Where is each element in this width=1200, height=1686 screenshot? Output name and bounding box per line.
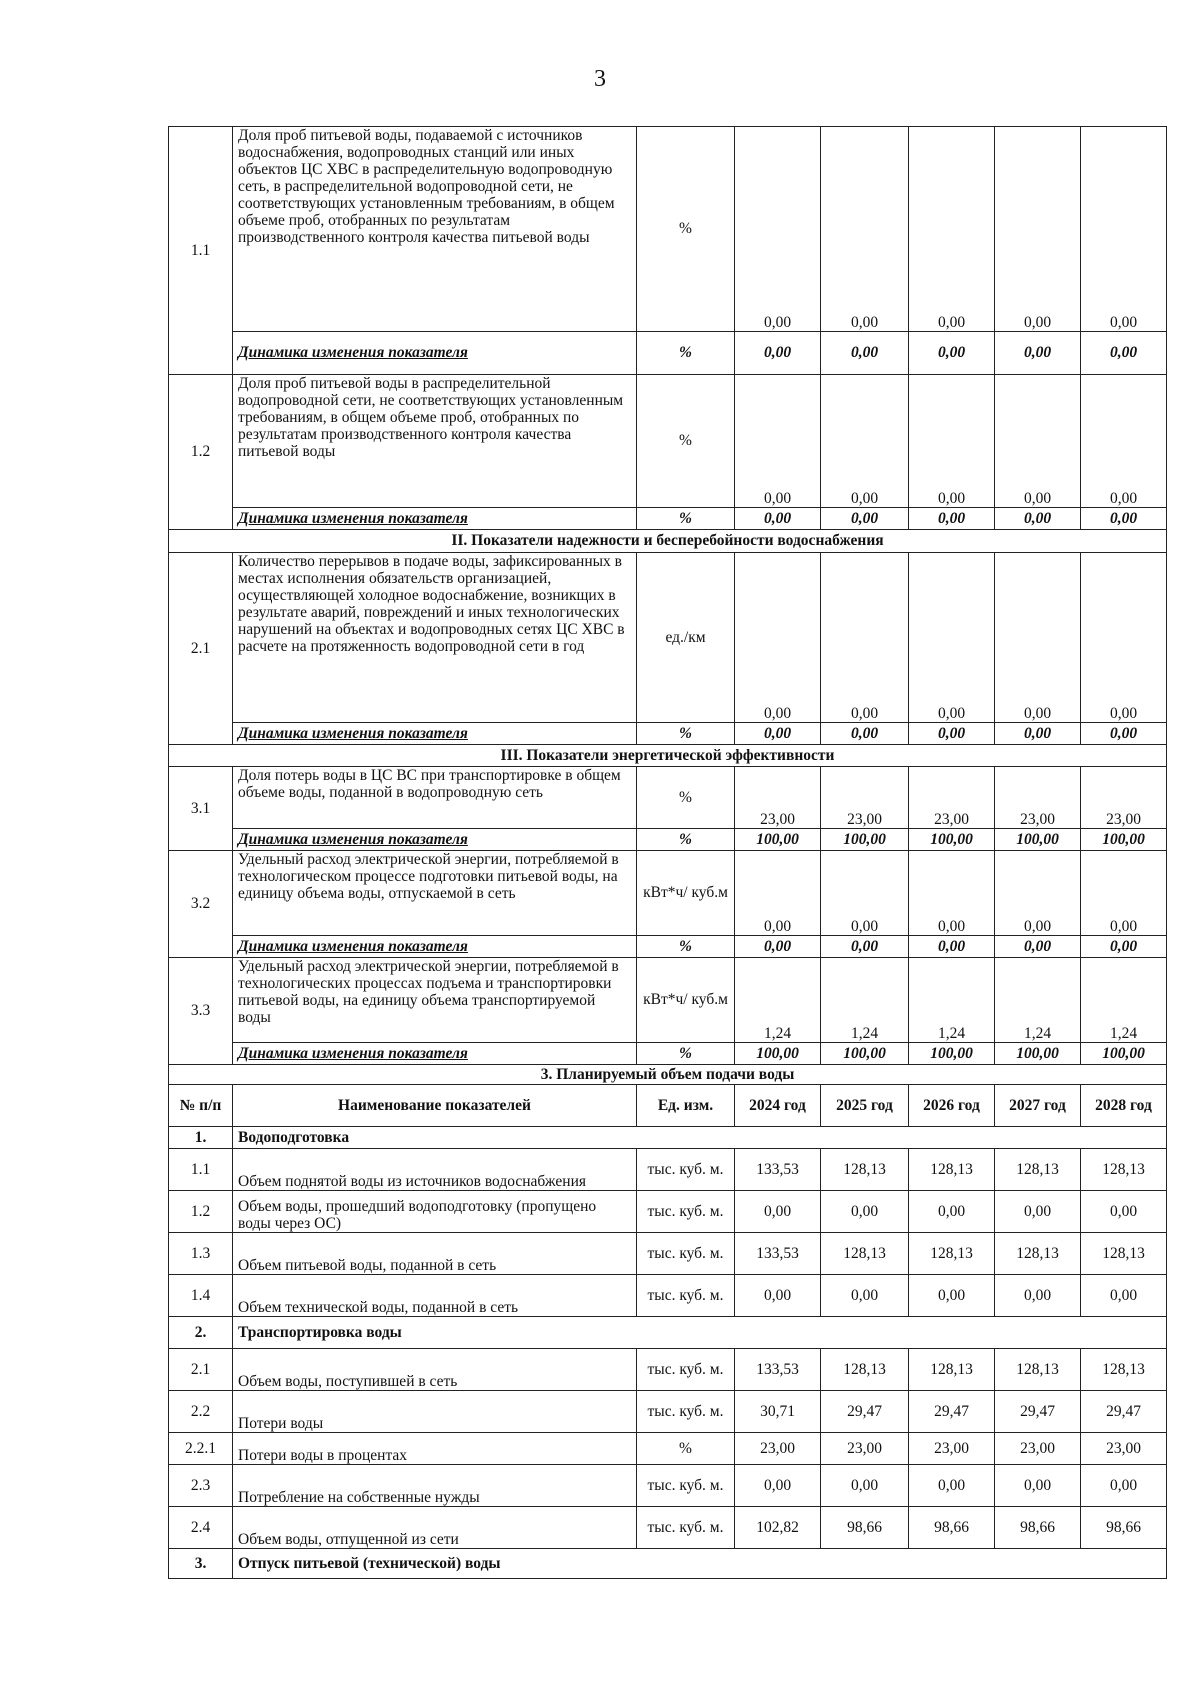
table-row [169,1507,1167,1549]
section-header [169,530,1167,553]
indicator-name: Доля проб питьевой воды в распределительной водопроводной сети, не соответствующих установленным требованиям, в общем объеме проб, отобранных по результатам производственного контроля качества питьевой воды [233,375,637,508]
value-cell: 128,13 [909,1233,995,1275]
value-cell: 1,24 [735,958,821,1043]
row-number: 1.3 [169,1233,233,1275]
unit-cell: % [637,332,735,375]
page-number: 3 [594,66,606,92]
value-cell: 1,24 [821,958,909,1043]
value-cell: 0,00 [1081,1191,1167,1233]
value-cell: 0,00 [995,553,1081,723]
dynamics-label: Динамика изменения показателя [233,508,637,530]
value-cell: 0,00 [995,1465,1081,1507]
value-cell: 0,00 [909,936,995,958]
group-row [169,1317,1167,1349]
header-num: № п/п [169,1085,233,1127]
value-cell: 0,00 [735,1191,821,1233]
value-cell: 0,00 [909,375,995,508]
row-number: 2.3 [169,1465,233,1507]
value-cell: 1,24 [909,958,995,1043]
value-cell: 0,00 [1081,508,1167,530]
value-cell: 29,47 [821,1391,909,1433]
value-cell: 128,13 [821,1349,909,1391]
value-cell: 128,13 [821,1149,909,1191]
row-number: 1.1 [169,127,233,375]
row-number: 1.4 [169,1275,233,1317]
indicator-name: Объем технической воды, поданной в сеть [233,1275,637,1317]
table-row [169,375,1167,508]
value-cell: 1,24 [995,958,1081,1043]
value-cell: 0,00 [821,553,909,723]
value-cell: 128,13 [995,1233,1081,1275]
value-cell: 0,00 [821,1465,909,1507]
value-cell: 0,00 [995,1191,1081,1233]
value-cell: 100,00 [909,1043,995,1065]
value-cell: 23,00 [821,767,909,829]
table-row [169,1275,1167,1317]
unit-cell: тыс. куб. м. [637,1349,735,1391]
value-cell: 0,00 [995,332,1081,375]
value-cell: 100,00 [995,1043,1081,1065]
value-cell: 0,00 [909,332,995,375]
indicator-name: Объем воды, отпущенной из сети [233,1507,637,1549]
group-title: Отпуск питьевой (технической) воды [233,1549,1167,1579]
value-cell: 0,00 [995,851,1081,936]
value-cell: 128,13 [1081,1233,1167,1275]
header-year: 2024 год [735,1085,821,1127]
value-cell: 0,00 [821,723,909,745]
value-cell: 0,00 [735,936,821,958]
indicator-name: Количество перерывов в подаче воды, зафиксированных в местах исполнения обязательств организацией, осуществляющей холодное водоснабжение, возникщих в результате аварий, повреждений и иных технологических нарушений на объектах и водопроводных сетях ЦС ХВС в расчете на протяженность водопроводной сети в год [233,553,637,723]
unit-cell: тыс. куб. м. [637,1191,735,1233]
value-cell: 0,00 [735,508,821,530]
table-row [169,1349,1167,1391]
value-cell: 100,00 [1081,829,1167,851]
dynamics-row [169,829,1167,851]
value-cell: 0,00 [995,127,1081,332]
indicator-name: Объем питьевой воды, поданной в сеть [233,1233,637,1275]
value-cell: 29,47 [995,1391,1081,1433]
row-number: 2.1 [169,1349,233,1391]
unit-cell: % [637,508,735,530]
row-number: 1.2 [169,375,233,530]
section-title: II. Показатели надежности и бесперебойности водоснабжения [169,530,1167,553]
value-cell: 29,47 [1081,1391,1167,1433]
value-cell: 0,00 [1081,851,1167,936]
value-cell: 23,00 [735,1433,821,1465]
unit-cell: ед./км [637,553,735,723]
indicator-name: Потери воды [233,1391,637,1433]
unit-cell: % [637,767,735,829]
value-cell: 1,24 [1081,958,1167,1043]
value-cell: 0,00 [909,553,995,723]
table-row [169,553,1167,723]
table-row [169,127,1167,332]
value-cell: 0,00 [735,332,821,375]
value-cell: 98,66 [821,1507,909,1549]
header-name: Наименование показателей [233,1085,637,1127]
value-cell: 0,00 [735,851,821,936]
row-number: 1.2 [169,1191,233,1233]
value-cell: 0,00 [1081,375,1167,508]
indicator-name: Объем воды, поступившей в сеть [233,1349,637,1391]
value-cell: 133,53 [735,1149,821,1191]
value-cell: 0,00 [1081,127,1167,332]
value-cell: 23,00 [995,1433,1081,1465]
value-cell: 98,66 [1081,1507,1167,1549]
value-cell: 0,00 [995,508,1081,530]
value-cell: 100,00 [821,1043,909,1065]
value-cell: 128,13 [909,1149,995,1191]
value-cell: 0,00 [735,1465,821,1507]
value-cell: 100,00 [821,829,909,851]
row-number: 2.2.1 [169,1433,233,1465]
value-cell: 29,47 [909,1391,995,1433]
row-number: 2.4 [169,1507,233,1549]
value-cell: 23,00 [909,1433,995,1465]
value-cell: 100,00 [995,829,1081,851]
group-row [169,1549,1167,1579]
table-row [169,767,1167,829]
value-cell: 0,00 [821,1191,909,1233]
dynamics-row [169,723,1167,745]
unit-cell: кВт*ч/ куб.м [637,851,735,936]
indicator-name: Удельный расход электрической энергии, потребляемой в технологических процессах подъема и транспортировки питьевой воды, на единицу объема транспортируемой воды [233,958,637,1043]
group-row [169,1127,1167,1149]
value-cell: 128,13 [909,1349,995,1391]
indicator-name: Удельный расход электрической энергии, потребляемой в технологическом процессе подготовки питьевой воды, на единицу объема воды, отпускаемой в сеть [233,851,637,936]
unit-cell: % [637,1433,735,1465]
dynamics-row [169,508,1167,530]
value-cell: 0,00 [735,553,821,723]
value-cell: 0,00 [909,127,995,332]
value-cell: 0,00 [735,1275,821,1317]
value-cell: 23,00 [909,767,995,829]
value-cell: 102,82 [735,1507,821,1549]
value-cell: 0,00 [995,723,1081,745]
header-year: 2028 год [1081,1085,1167,1127]
indicator-name: Доля потерь воды в ЦС ВС при транспортировке в общем объеме воды, поданной в водопроводную сеть [233,767,637,829]
value-cell: 0,00 [995,375,1081,508]
value-cell: 100,00 [735,1043,821,1065]
header-year: 2025 год [821,1085,909,1127]
value-cell: 98,66 [909,1507,995,1549]
table-row [169,1391,1167,1433]
header-year: 2026 год [909,1085,995,1127]
value-cell: 0,00 [735,127,821,332]
value-cell: 0,00 [1081,936,1167,958]
indicators-table [168,126,1167,1579]
row-number: 3.1 [169,767,233,851]
value-cell: 0,00 [1081,1465,1167,1507]
value-cell: 100,00 [909,829,995,851]
unit-cell: тыс. куб. м. [637,1465,735,1507]
dynamics-label: Динамика изменения показателя [233,829,637,851]
value-cell: 128,13 [821,1233,909,1275]
value-cell: 98,66 [995,1507,1081,1549]
value-cell: 23,00 [1081,1433,1167,1465]
indicator-name: Доля проб питьевой воды, подаваемой с источников водоснабжения, водопроводных станций или иных объектов ЦС ХВС в распределительную водопроводную сеть, в распределительной водопроводной сети, не соответствующих установленным требованиям, в общем объеме проб, отобранных по результатам производственного контроля качества питьевой воды [233,127,637,332]
dynamics-label: Динамика изменения показателя [233,1043,637,1065]
group-number: 1. [169,1127,233,1149]
value-cell: 0,00 [909,723,995,745]
value-cell: 0,00 [821,1275,909,1317]
row-number: 2.1 [169,553,233,745]
header-year: 2027 год [995,1085,1081,1127]
row-number: 2.2 [169,1391,233,1433]
value-cell: 0,00 [735,375,821,508]
value-cell: 0,00 [821,508,909,530]
indicator-name: Потери воды в процентах [233,1433,637,1465]
value-cell: 0,00 [821,375,909,508]
unit-cell: % [637,1043,735,1065]
dynamics-label: Динамика изменения показателя [233,936,637,958]
dynamics-row [169,936,1167,958]
table-row [169,1149,1167,1191]
header-unit: Ед. изм. [637,1085,735,1127]
value-cell: 0,00 [821,851,909,936]
value-cell: 0,00 [821,127,909,332]
value-cell: 0,00 [909,508,995,530]
value-cell: 0,00 [995,936,1081,958]
indicator-name: Объем поднятой воды из источников водоснабжения [233,1149,637,1191]
value-cell: 0,00 [1081,723,1167,745]
value-cell: 23,00 [821,1433,909,1465]
indicator-name: Потребление на собственные нужды [233,1465,637,1507]
value-cell: 0,00 [1081,553,1167,723]
value-cell: 0,00 [909,851,995,936]
unit-cell: % [637,936,735,958]
value-cell: 23,00 [735,767,821,829]
value-cell: 0,00 [909,1465,995,1507]
value-cell: 0,00 [821,332,909,375]
value-cell: 133,53 [735,1233,821,1275]
unit-cell: тыс. куб. м. [637,1275,735,1317]
table-row [169,1433,1167,1465]
dynamics-label: Динамика изменения показателя [233,332,637,375]
value-cell: 0,00 [909,1275,995,1317]
column-header-row [169,1085,1167,1127]
table-row [169,1191,1167,1233]
dynamics-label: Динамика изменения показателя [233,723,637,745]
value-cell: 23,00 [995,767,1081,829]
indicator-name: Объем воды, прошедший водоподготовку (пропущено воды через ОС) [233,1191,637,1233]
table-row [169,851,1167,936]
row-number: 3.2 [169,851,233,958]
value-cell: 133,53 [735,1349,821,1391]
value-cell: 0,00 [821,936,909,958]
value-cell: 0,00 [1081,1275,1167,1317]
dynamics-row [169,1043,1167,1065]
value-cell: 30,71 [735,1391,821,1433]
value-cell: 0,00 [909,1191,995,1233]
group-number: 3. [169,1549,233,1579]
group-title: Транспортировка воды [233,1317,1167,1349]
value-cell: 128,13 [995,1149,1081,1191]
row-number: 3.3 [169,958,233,1065]
dynamics-row [169,332,1167,375]
unit-cell: % [637,375,735,508]
value-cell: 0,00 [1081,332,1167,375]
unit-cell: тыс. куб. м. [637,1391,735,1433]
section-title: 3. Планируемый объем подачи воды [169,1065,1167,1085]
unit-cell: тыс. куб. м. [637,1149,735,1191]
unit-cell: % [637,723,735,745]
group-number: 2. [169,1317,233,1349]
unit-cell: тыс. куб. м. [637,1233,735,1275]
unit-cell: тыс. куб. м. [637,1507,735,1549]
row-number: 1.1 [169,1149,233,1191]
value-cell: 100,00 [1081,1043,1167,1065]
group-title: Водоподготовка [233,1127,1167,1149]
value-cell: 23,00 [1081,767,1167,829]
table-row [169,1233,1167,1275]
unit-cell: % [637,829,735,851]
section-header [169,745,1167,767]
section-header [169,1065,1167,1085]
value-cell: 0,00 [995,1275,1081,1317]
value-cell: 128,13 [995,1349,1081,1391]
unit-cell: % [637,127,735,332]
value-cell: 100,00 [735,829,821,851]
section-title: III. Показатели энергетической эффективности [169,745,1167,767]
value-cell: 128,13 [1081,1149,1167,1191]
table-row [169,1465,1167,1507]
table-row [169,958,1167,1043]
value-cell: 128,13 [1081,1349,1167,1391]
unit-cell: кВт*ч/ куб.м [637,958,735,1043]
value-cell: 0,00 [735,723,821,745]
